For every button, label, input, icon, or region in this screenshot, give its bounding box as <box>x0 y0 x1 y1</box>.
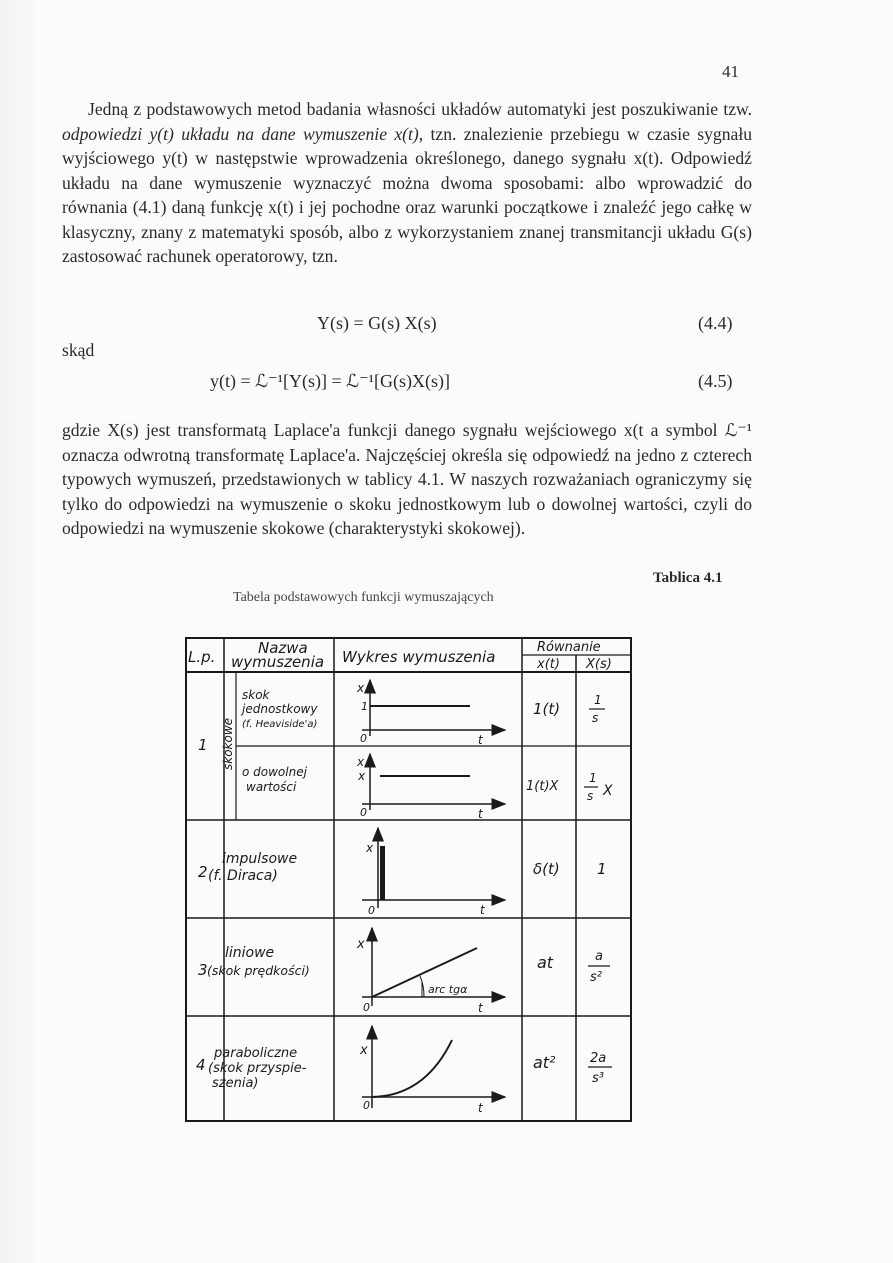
row1-name-3: (f. Heaviside'a) <box>242 719 318 730</box>
row1b-t-label: t <box>478 807 483 821</box>
row4-name-3: szenia) <box>212 1076 259 1091</box>
row3-name-1: liniowe <box>225 945 275 961</box>
row3-xs-den: s² <box>590 970 602 985</box>
row3-x-label: x <box>357 937 365 952</box>
page-number: 41 <box>722 62 739 81</box>
header-name-2: wymuszenia <box>231 653 325 671</box>
row1-name-2: jednostkowy <box>242 702 318 716</box>
row1b-name-1: o dowolnej <box>242 765 307 779</box>
row1b-xs-num: 1 <box>589 771 597 785</box>
word-skad: skąd <box>62 340 95 360</box>
row2-impulse-bar <box>380 846 385 900</box>
table-number: Tablica 4.1 <box>653 570 723 586</box>
equation-4-5: y(t) = ℒ⁻¹[Y(s)] = ℒ⁻¹[G(s)X(s)] <box>210 371 450 391</box>
row1b-zero-label: 0 <box>360 806 367 819</box>
row4-x-label: x <box>360 1043 368 1058</box>
row1-xs-den: s <box>592 711 599 725</box>
row3-zero-label: 0 <box>363 1001 370 1014</box>
table-caption: Tabela podstawowych funkcji wymuszających <box>233 590 494 605</box>
row2-t-label: t <box>480 903 485 917</box>
row2-xs: 1 <box>597 860 607 878</box>
row4-xt: at² <box>533 1053 556 1072</box>
row3-lp: 3 <box>198 961 208 979</box>
equation-4-4: Y(s) = G(s) X(s) <box>317 313 437 333</box>
intro-text-2: , tzn. znalezienie przebiegu w czasie sygnału wyjściowego y(t) w następstwie wprowadzenia określonego, danego sygnału x(t). Odpowiedź układu na dane wymuszenie wyznaczyć można dwoma sposobami: albo wprowadzić do równania (4.1) daną funkcję x(t) i jej pochodne oraz warunki początkowe i znaleźć jego całkę w klasyczny, znany z matematyki sposób, albo z wykorzystaniem znanej transmitancji układu G(s) zastosować rachunek operatorowy, tzn. <box>62 123 752 266</box>
row4-name-1: paraboliczne <box>214 1046 298 1061</box>
row4-t-label: t <box>478 1101 483 1115</box>
row3-name-2: (skok prędkości) <box>207 963 310 978</box>
row1-xt: 1(t) <box>533 700 561 718</box>
row1-xs-num: 1 <box>594 693 602 707</box>
row1b-xs-suffix: X <box>603 783 613 799</box>
row1-one-label: 1 <box>361 700 368 713</box>
header-xs: X(s) <box>586 657 612 672</box>
row3-xt: at <box>537 953 554 972</box>
intro-italic-term: odpowiedzi y(t) układu na dane wymuszenie x(t) <box>62 123 419 144</box>
row3-arc-label: arc tgα <box>428 983 468 996</box>
row4-name-2: (skok przyspie- <box>208 1061 307 1076</box>
row1-t-label: t <box>478 733 483 747</box>
header-name-1: Nazwa <box>258 639 308 657</box>
row1-x-label: x <box>357 681 365 695</box>
row2-name-2: (f. Diraca) <box>208 868 278 884</box>
row1-lp: 1 <box>198 736 208 754</box>
row4-xs-den: s³ <box>592 1071 604 1086</box>
row1b-name-2: wartości <box>246 780 297 794</box>
row4-zero-label: 0 <box>363 1099 370 1112</box>
row1-name-1: skok <box>242 688 270 702</box>
header-plot: Wykres wymuszenia <box>342 648 496 666</box>
group-label-skokowe: skokowe <box>221 717 235 770</box>
paragraph-laplace: gdzie X(s) jest transformatą Laplace'a funkcji danego sygnału wejściowego x(t a symbol ℒ⁻¹ oznacza odwrotną transformatę Laplace'a. Najczęściej określa się odpowiedź na jedno z czterech typowych wymuszeń, przedstawionych w tablicy 4.1. W naszych rozważaniach ograniczymy się tylko do odpowiedzi na wymuszenie o skoku jednostkowym lub o dowolnej wartości, czyli do odpowiedzi na wymuszenie skokowe (charakterystyki skokowej). <box>62 420 752 538</box>
header-lp: L.p. <box>188 648 216 666</box>
equation-4-4-number: (4.4) <box>698 313 733 333</box>
row2-x-label: x <box>366 841 374 855</box>
row4-parabola <box>372 1040 452 1097</box>
row1b-x-label: x <box>357 755 365 769</box>
equation-4-5-number: (4.5) <box>698 371 733 391</box>
row4-xs-num: 2a <box>590 1051 607 1066</box>
intro-text-1: Jedną z podstawowych metod badania własności układów automatyki jest poszukiwanie tzw. <box>88 99 752 119</box>
row2-zero-label: 0 <box>368 904 375 917</box>
header-equation: Równanie <box>537 640 601 655</box>
row1b-X-label: x <box>358 769 366 783</box>
row1b-xs-den: s <box>587 789 594 803</box>
row2-name-1: impulsowe <box>222 851 298 867</box>
row1b-xt: 1(t)X <box>526 779 559 794</box>
row3-t-label: t <box>478 1001 483 1015</box>
row3-xs-num: a <box>595 949 603 964</box>
row4-lp: 4 <box>196 1056 206 1074</box>
row2-xt: δ(t) <box>533 860 560 878</box>
header-xt: x(t) <box>537 657 560 672</box>
row2-lp: 2 <box>198 863 208 881</box>
row1-zero-label: 0 <box>360 732 367 745</box>
